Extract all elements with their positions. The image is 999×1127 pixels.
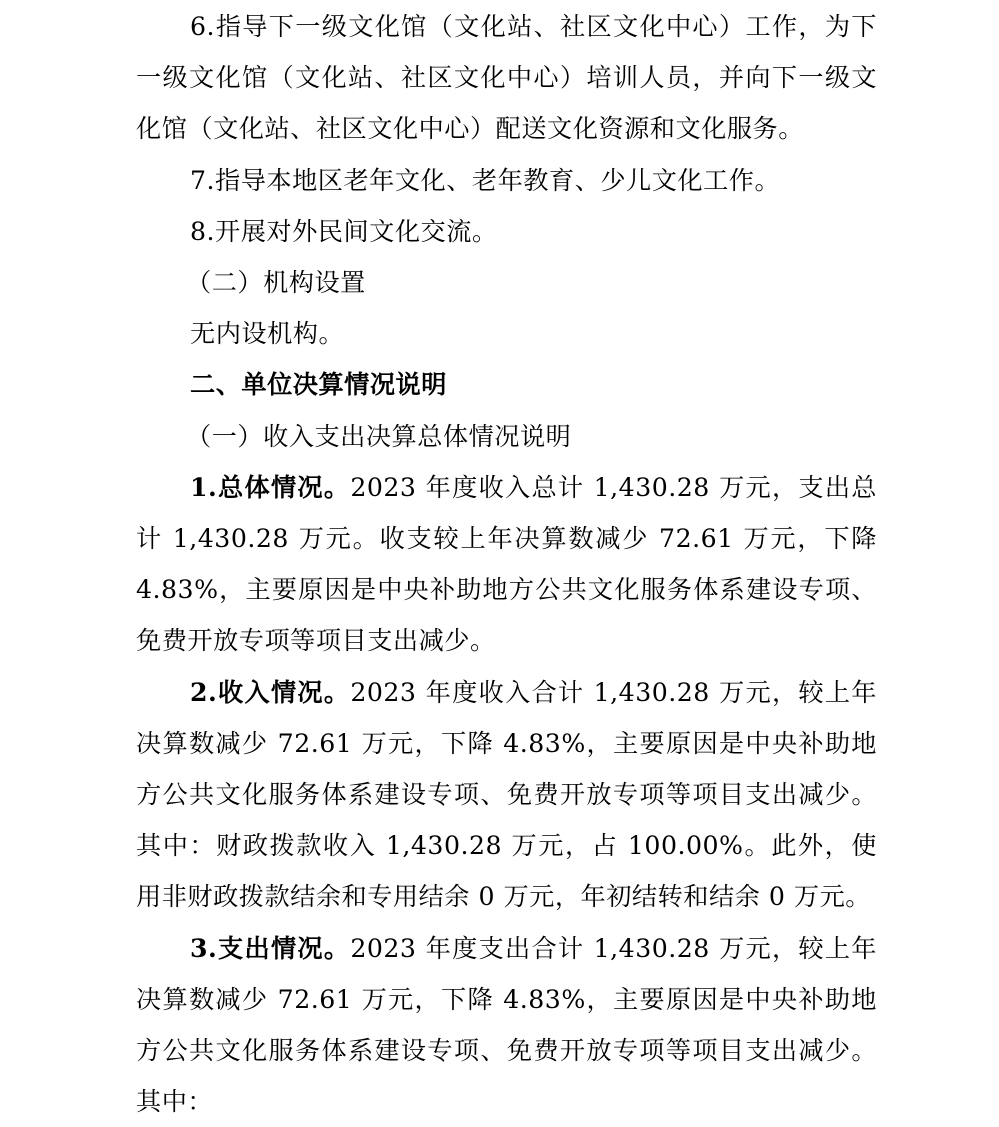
paragraph-lead: 1.总体情况。 [190, 471, 351, 502]
paragraph-duty-8 [136, 206, 877, 257]
paragraph-text: 8.开展对外民间文化交流。 [190, 216, 498, 246]
paragraph-overall-situation [136, 462, 877, 667]
paragraph-lead: 3.支出情况。 [190, 932, 351, 963]
heading-text: （一）收入支出决算总体情况说明 [186, 421, 572, 451]
paragraph-expenditure-situation [136, 923, 877, 1127]
paragraph-duty-6 [136, 1, 877, 155]
paragraph-text: 无内设机构。 [190, 319, 345, 349]
paragraph-text: 2023 年度支出合计 1,430.28 万元，较上年决算数减少 72.61 万元，下降 4.83%，主要原因是中央补助地方公共文化服务体系建设专项、免费开放专项等项目支出减少。其中： [136, 933, 877, 1117]
paragraph-no-internal-org [136, 308, 877, 359]
paragraph-income-situation [136, 667, 877, 923]
paragraph-text: 2023 年度收入合计 1,430.28 万元，较上年决算数减少 72.61 万元，下降 4.83%，主要原因是中央补助地方公共文化服务体系建设专项、免费开放专项等项目支出减少。其中：财政拨款收入 1,430.28 万元，占 100.00%。此外，使用非财政拨款结余和专用结余 0 万元，年初结转和结余 0 万元。 [136, 677, 877, 912]
heading-text: （二）机构设置 [186, 268, 366, 298]
chapter-heading-final-accounts [136, 359, 877, 410]
paragraph-lead: 2.收入情况。 [190, 676, 351, 707]
paragraph-text: 6.指导下一级文化馆（文化站、社区文化中心）工作，为下一级文化馆（文化站、社区文化中心）培训人员，并向下一级文化馆（文化站、社区文化中心）配送文化资源和文化服务。 [136, 12, 877, 144]
section-heading-org-structure [136, 257, 877, 308]
paragraph-text: 2023 年度收入总计 1,430.28 万元，支出总计 1,430.28 万元。收支较上年决算数减少 72.61 万元，下降 4.83%，主要原因是中央补助地方公共文化服务体系建设专项、免费开放专项等项目支出减少。 [136, 472, 877, 656]
heading-text: 二、单位决算情况说明 [190, 369, 447, 400]
paragraph-duty-7 [136, 155, 877, 206]
paragraph-text: 7.指导本地区老年文化、老年教育、少儿文化工作。 [190, 165, 781, 195]
document-page [136, 0, 877, 1127]
section-heading-overall [136, 411, 877, 462]
